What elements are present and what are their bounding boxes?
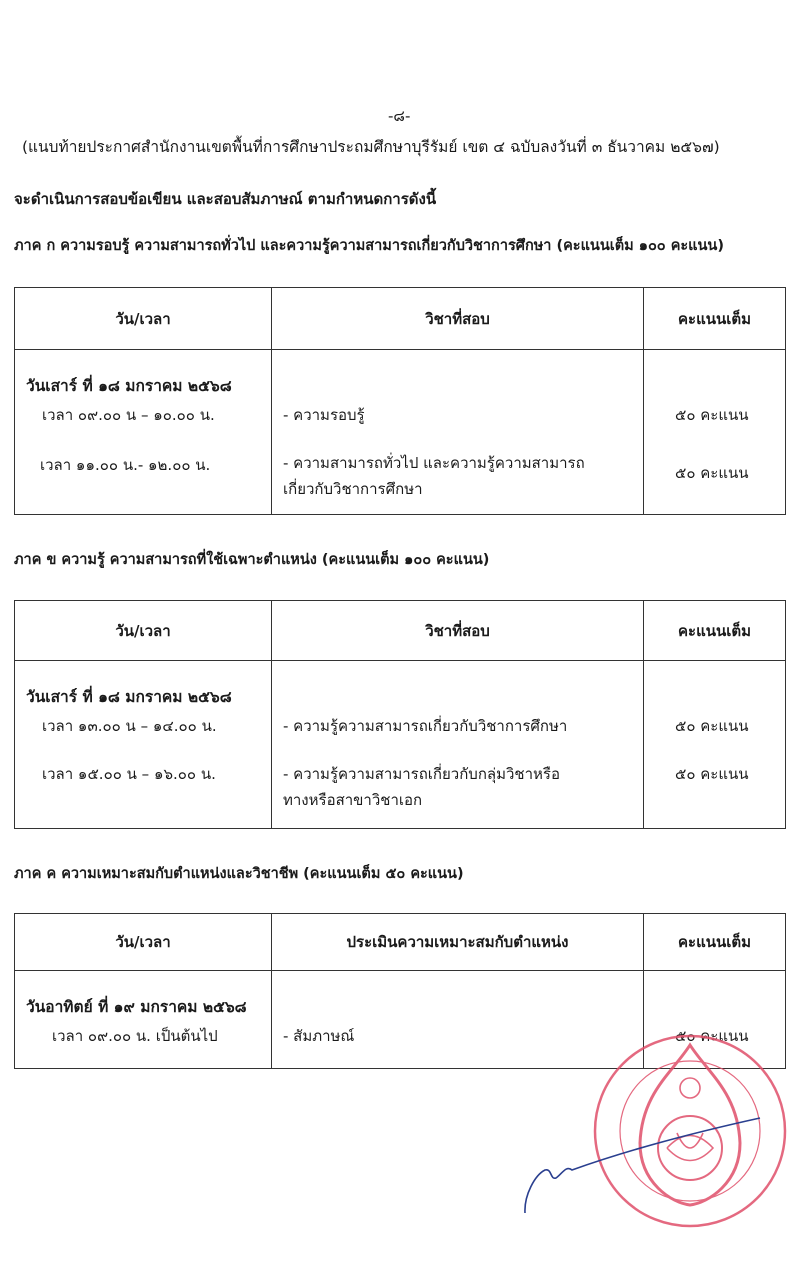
- page-number: -๘-: [388, 107, 411, 125]
- exam-time: เวลา ๑๑.๐๐ น.- ๑๒.๐๐ น.: [40, 456, 211, 474]
- exam-subject: - ความรอบรู้: [283, 406, 365, 424]
- exam-date: วันเสาร์ ที่ ๑๘ มกราคม ๒๕๖๘: [26, 688, 232, 706]
- col-header-score: คะแนนเต็ม: [644, 288, 786, 350]
- intro-text: จะดำเนินการสอบข้อเขียน และสอบสัมภาษณ์ ตามกำหนดการดังนี้: [14, 190, 437, 208]
- exam-time: เวลา ๐๙.๐๐ น. เป็นต้นไป: [52, 1027, 218, 1045]
- col-header-datetime: วัน/เวลา: [15, 914, 272, 971]
- exam-time: เวลา ๑๓.๐๐ น – ๑๔.๐๐ น.: [42, 717, 217, 735]
- exam-time: เวลา ๐๙.๐๐ น – ๑๐.๐๐ น.: [42, 406, 215, 424]
- col-header-score: คะแนนเต็ม: [644, 914, 786, 971]
- section-a-table: [14, 287, 786, 515]
- exam-score: ๕๐ คะแนน: [675, 717, 749, 735]
- section-b-table: [14, 600, 786, 829]
- exam-score: ๕๐ คะแนน: [675, 406, 749, 424]
- col-header-subject: วิชาที่สอบ: [272, 601, 644, 661]
- exam-subject: - สัมภาษณ์: [283, 1027, 355, 1045]
- exam-subject: - ความรู้ความสามารถเกี่ยวกับวิชาการศึกษา: [283, 717, 568, 735]
- exam-date: วันอาทิตย์ ที่ ๑๙ มกราคม ๒๕๖๘: [26, 998, 247, 1016]
- col-header-assessment: ประเมินความเหมาะสมกับตำแหน่ง: [272, 914, 644, 971]
- exam-subject-cont: ทางหรือสาขาวิชาเอก: [283, 791, 423, 809]
- col-header-score: คะแนนเต็ม: [644, 601, 786, 661]
- exam-subject-cont: เกี่ยวกับวิชาการศึกษา: [283, 480, 423, 498]
- exam-subject: - ความรู้ความสามารถเกี่ยวกับกลุ่มวิชาหรือ: [283, 765, 560, 783]
- section-c-title: ภาค ค ความเหมาะสมกับตำแหน่งและวิชาชีพ (คะแนนเต็ม ๕๐ คะแนน): [14, 866, 464, 882]
- exam-score: ๕๐ คะแนน: [675, 464, 749, 482]
- exam-subject: - ความสามารถทั่วไป และความรู้ความสามารถ: [283, 454, 585, 472]
- attachment-note: (แนบท้ายประกาศสำนักงานเขตพื้นที่การศึกษาประถมศึกษาบุรีรัมย์ เขต ๔ ฉบับลงวันที่ ๓ ธันวาคม ๒๕๖๗): [22, 138, 720, 156]
- exam-date: วันเสาร์ ที่ ๑๘ มกราคม ๒๕๖๘: [26, 377, 232, 395]
- section-a-title: ภาค ก ความรอบรู้ ความสามารถทั่วไป และความรู้ความสามารถเกี่ยวกับวิชาการศึกษา (คะแนนเต็ม ๑๐๐ คะแนน): [14, 238, 724, 254]
- exam-score: ๕๐ คะแนน: [675, 765, 749, 783]
- col-header-datetime: วัน/เวลา: [15, 288, 272, 350]
- office-seal-icon: [592, 1033, 788, 1229]
- section-b-title: ภาค ข ความรู้ ความสามารถที่ใช้เฉพาะตำแหน่ง (คะแนนเต็ม ๑๐๐ คะแนน): [14, 552, 490, 568]
- exam-time: เวลา ๑๕.๐๐ น – ๑๖.๐๐ น.: [42, 765, 216, 783]
- col-header-subject: วิชาที่สอบ: [272, 288, 644, 350]
- col-header-datetime: วัน/เวลา: [15, 601, 272, 661]
- exam-score: ๕๐ คะแนน: [675, 1027, 749, 1045]
